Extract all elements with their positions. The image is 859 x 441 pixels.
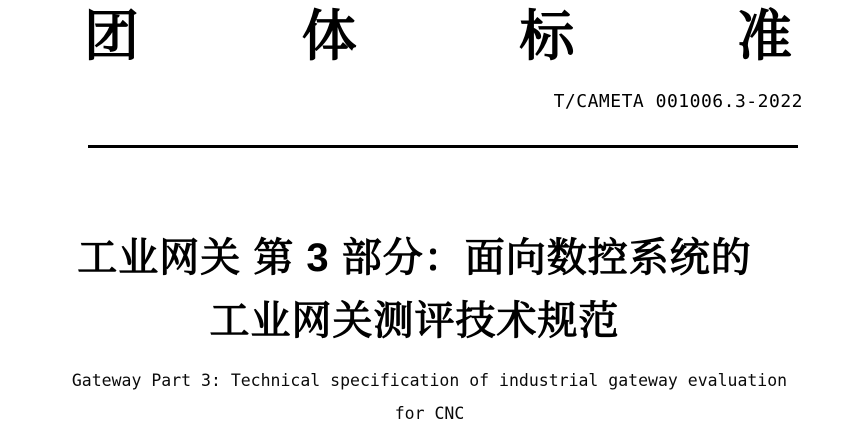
title-block (0, 227, 859, 353)
standard-code: T/CAMETA 001006.3-2022 (553, 91, 803, 112)
document-category-heading (84, 4, 792, 70)
english-subtitle-line-1: Gateway Part 3: Technical specification of industrial gateway evaluation (71, 371, 788, 390)
horizontal-rule (88, 145, 798, 148)
english-subtitle-line-2: for CNC (394, 404, 465, 423)
banner-char-zhun: 准 (736, 6, 792, 67)
title-line-1: 工业网关 第 3 部分：面向数控系统的 (77, 236, 752, 280)
title-line-2: 工业网关测评技术规范 (209, 299, 620, 343)
banner-char-ti: 体 (301, 6, 357, 67)
banner-char-tuan: 团 (84, 6, 140, 67)
banner-char-biao: 标 (519, 6, 575, 67)
english-subtitle-block (0, 364, 859, 430)
